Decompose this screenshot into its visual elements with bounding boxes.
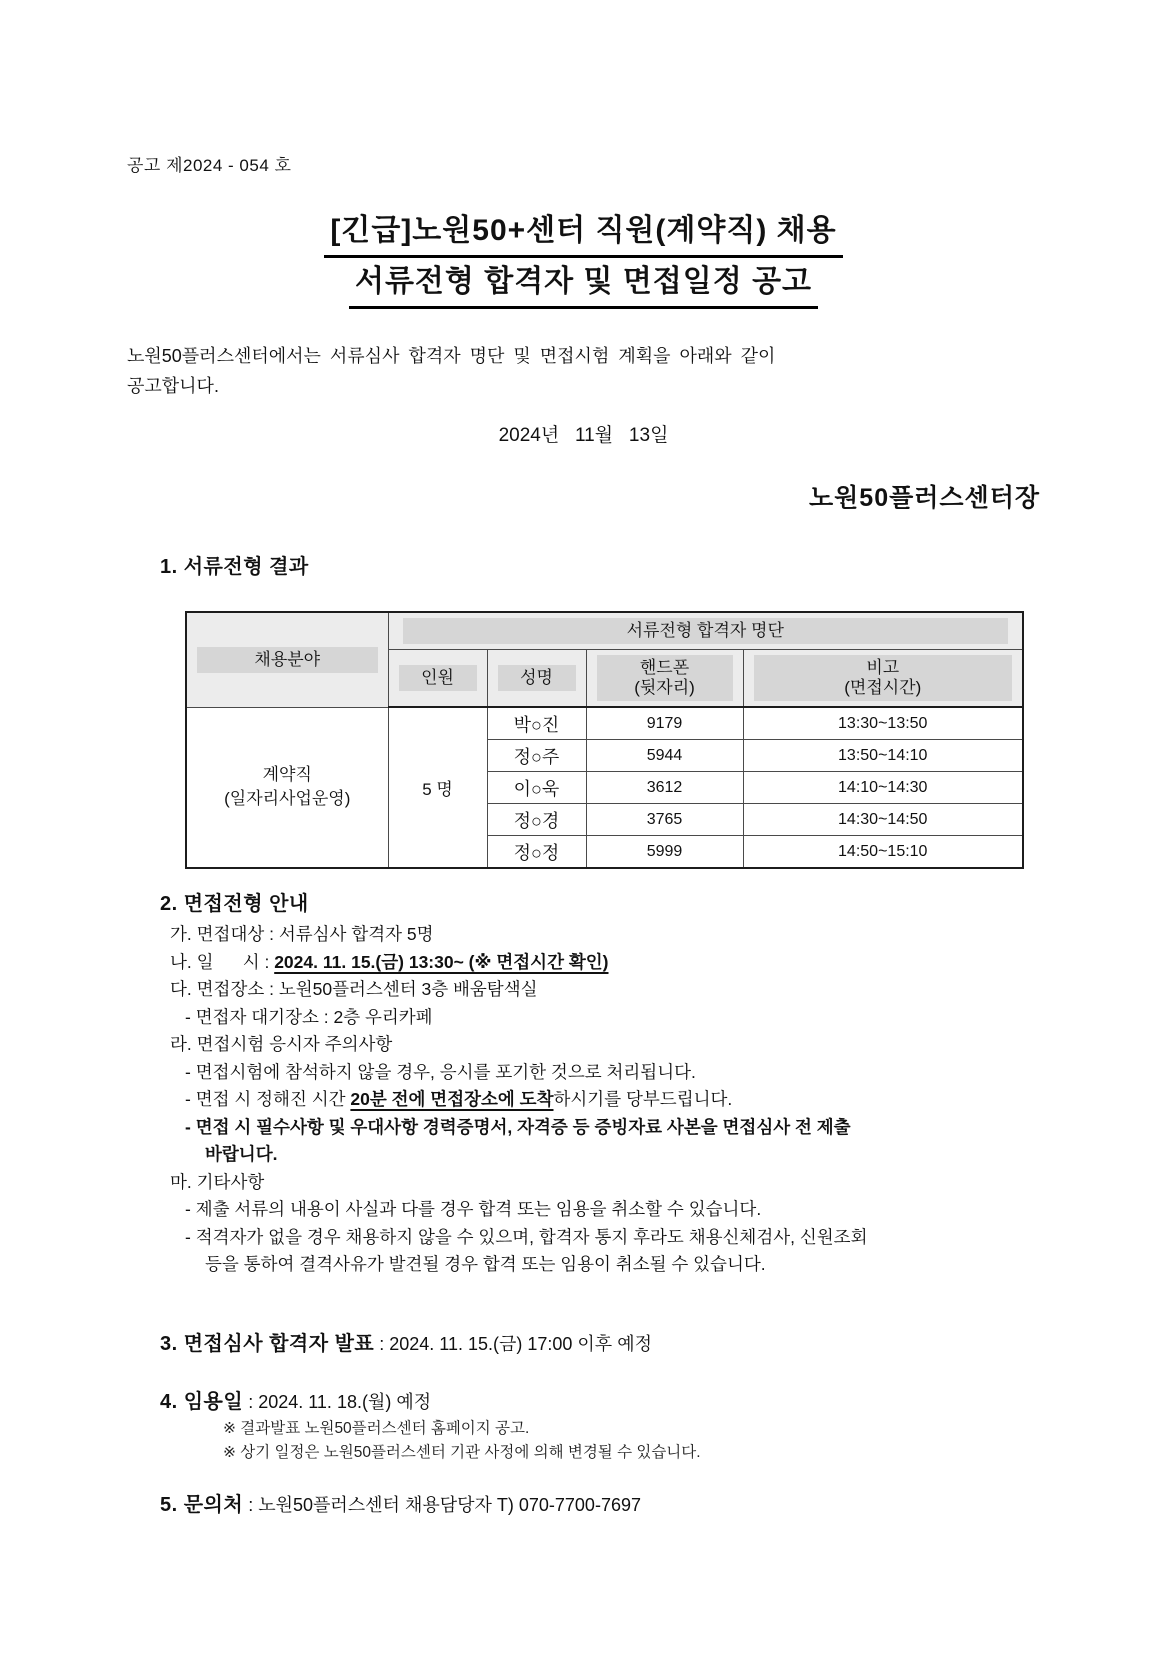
list-item-ra-sub1: - 면접시험에 참석하지 않을 경우, 응시를 포기한 것으로 처리됩니다. — [185, 1061, 696, 1082]
section4-value: : 2024. 11. 18.(월) 예정 — [243, 1391, 432, 1412]
section3-heading: 3. 면접심사 합격자 발표 — [160, 1332, 375, 1355]
phone-cell: 3765 — [586, 804, 743, 836]
column-header-phone: 핸드폰 (뒷자리) — [586, 650, 743, 708]
field-cell: 계약직 (일자리사업운영) — [186, 707, 388, 868]
signer: 노원50플러스센터장 — [808, 484, 1040, 512]
table-row — [186, 707, 1023, 740]
list-item-ga: 가. 면접대상 : 서류심사 합격자 5명 — [170, 924, 434, 944]
interview-datetime-emphasis: 2024. 11. 15.(금) 13:30~ (※ 면접시간 확인) — [274, 951, 609, 972]
section2-heading: 2. 면접전형 안내 — [160, 893, 309, 915]
name-cell: 정○주 — [487, 740, 586, 772]
announcement-date: 2024년 11월 13일 — [498, 425, 669, 446]
section4-note-1: ※ 결과발표 노원50플러스센터 홈페이지 공고. — [223, 1419, 530, 1437]
intro-paragraph — [127, 341, 1040, 401]
list-item-da: 다. 면접장소 : 노원50플러스센터 3층 배움탐색실 — [170, 979, 538, 999]
arrival-time-emphasis: 20분 전에 면접장소에 도착 — [350, 1089, 554, 1109]
list-item-ra-sub2: - 면접 시 정해진 시간 20분 전에 면접장소에 도착하시기를 당부드립니다. — [185, 1089, 733, 1109]
intro-line-2: 공고합니다. — [127, 376, 219, 396]
screening-result-table — [185, 611, 1024, 869]
doc-number: 공고 제2024 - 054 호 — [127, 156, 292, 175]
section3-value: : 2024. 11. 15.(금) 17:00 이후 예정 — [374, 1333, 652, 1354]
section5 — [160, 1490, 1040, 1520]
doc-title-line-1: [긴급]노원50+센터 직원(계약직) 채용 — [324, 207, 842, 258]
list-item-ra-sub3-line2: 바랍니다. — [205, 1144, 278, 1164]
section3 — [160, 1329, 1040, 1359]
interview-time-cell: 13:30~13:50 — [743, 707, 1023, 740]
name-cell: 정○경 — [487, 804, 586, 836]
list-item-ra: 라. 면접시험 응시자 주의사항 — [170, 1034, 393, 1054]
phone-cell: 9179 — [586, 707, 743, 740]
list-item-ma-sub1: - 제출 서류의 내용이 사실과 다를 경우 합격 또는 임용을 취소할 수 있습니다. — [185, 1199, 762, 1219]
name-cell: 이○욱 — [487, 772, 586, 804]
doc-title — [127, 207, 1040, 309]
interview-time-cell: 13:50~14:10 — [743, 740, 1023, 772]
phone-cell: 3612 — [586, 772, 743, 804]
section1-heading: 1. 서류전형 결과 — [160, 556, 309, 578]
column-header-note: 비고 (면접시간) — [743, 650, 1023, 708]
column-header-field: 채용분야 — [186, 612, 388, 707]
doc-title-line-2: 서류전형 합격자 및 면접일정 공고 — [349, 258, 818, 309]
column-header-name: 성명 — [487, 650, 586, 708]
interview-time-cell: 14:30~14:50 — [743, 804, 1023, 836]
column-header-count: 인원 — [388, 650, 487, 708]
interview-guide-list — [127, 921, 1040, 1279]
section4-heading: 4. 임용일 — [160, 1390, 244, 1413]
count-cell: 5 명 — [388, 707, 487, 868]
section5-heading: 5. 문의처 — [160, 1493, 244, 1516]
list-item-ma-sub2-line2: 등을 통하여 결격사유가 발견될 경우 합격 또는 임용이 취소될 수 있습니다. — [205, 1254, 766, 1274]
list-item-ma-sub2-line1: - 적격자가 없을 경우 채용하지 않을 수 있으며, 합격자 통지 후라도 채용신체검사, 신원조회 — [185, 1226, 868, 1247]
list-item-da-sub: - 면접자 대기장소 : 2층 우리카페 — [185, 1006, 433, 1027]
intro-line-1: 노원50플러스센터에서는 서류심사 합격자 명단 및 면접시험 계획을 아래와 같이 — [127, 346, 776, 366]
interview-time-cell: 14:10~14:30 — [743, 772, 1023, 804]
name-cell: 정○정 — [487, 836, 586, 869]
section4 — [160, 1387, 1040, 1465]
name-cell: 박○진 — [487, 707, 586, 740]
phone-cell: 5944 — [586, 740, 743, 772]
list-item-ra-sub3-line1: - 면접 시 필수사항 및 우대사항 경력증명서, 자격증 등 증빙자료 사본을 면접심사 전 제출 — [185, 1116, 851, 1137]
phone-cell: 5999 — [586, 836, 743, 869]
interview-time-cell: 14:50~15:10 — [743, 836, 1023, 869]
section4-note-2: ※ 상기 일정은 노원50플러스센터 기관 사정에 의해 변경될 수 있습니다. — [223, 1443, 701, 1461]
list-item-na: 나. 일 시 : 2024. 11. 15.(금) 13:30~ (※ 면접시간 확인) — [170, 951, 609, 972]
section5-contact: : 노원50플러스센터 채용담당자 T) 070-7700-7697 — [243, 1494, 641, 1515]
group-header-pass-list: 서류전형 합격자 명단 — [388, 612, 1023, 650]
list-item-ma: 마. 기타사항 — [170, 1171, 265, 1192]
